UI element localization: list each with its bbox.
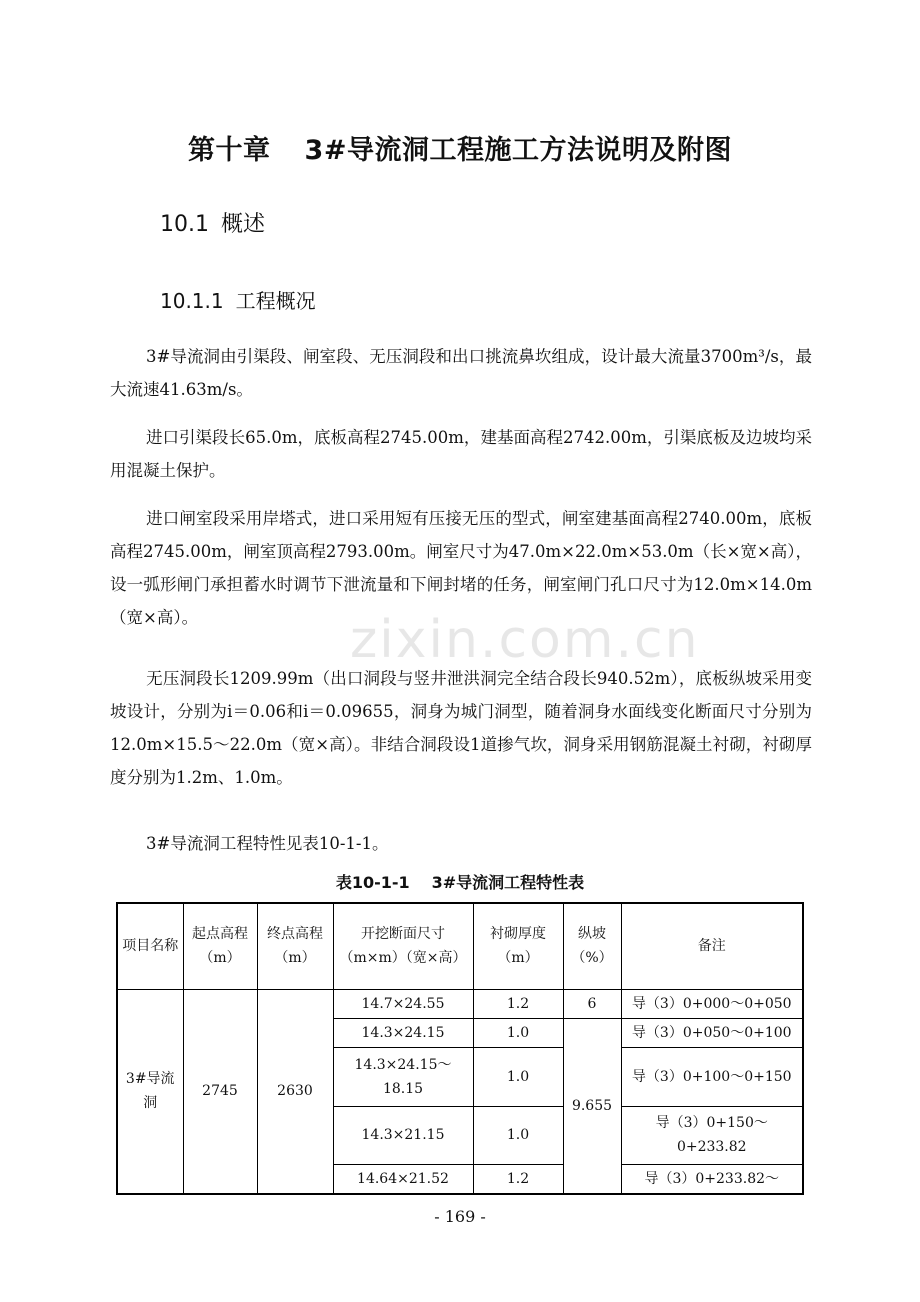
section-size-cell: 14.64×21.52 — [333, 1164, 473, 1194]
header-cell: 终点高程（m） — [257, 903, 333, 989]
note-cell: 导（3）0+150～0+233.82 — [621, 1106, 803, 1164]
note-cell: 导（3）0+000～0+050 — [621, 989, 803, 1018]
section-size-cell: 14.3×24.15 — [333, 1018, 473, 1047]
start-elevation-cell: 2745 — [183, 989, 257, 1194]
slope-cell: 9.655 — [563, 1018, 621, 1194]
end-elevation-cell: 2630 — [257, 989, 333, 1194]
table-title: 3#导流洞工程特性表 — [431, 873, 585, 892]
table-caption — [0, 870, 920, 893]
section-title: 工程概况 — [235, 289, 316, 313]
section-heading-10-1 — [160, 207, 265, 238]
page-number: - 169 - — [434, 1207, 486, 1226]
paragraph-free-flow-tunnel: 无压洞段长1209.99m（出口洞段与竖井泄洪洞完全结合段长940.52m），底板纵坡采用变坡设计，分别为i＝0.06和i＝0.09655，洞身为城门洞型，随着洞身水面线变化断面尺寸分别为12.0m×15.5～22.0m（宽×高）。非结合洞段设1道掺气坎，洞身采用钢筋混凝土衬砌，衬砌厚度分别为1.2m、1.0m。 — [110, 669, 812, 787]
lining-cell: 1.0 — [473, 1047, 563, 1106]
header-cell: 备注 — [621, 903, 803, 989]
table-row — [117, 989, 803, 1018]
note-cell: 导（3）0+233.82～ — [621, 1164, 803, 1194]
header-cell: 衬砌厚度（m） — [473, 903, 563, 989]
slope-cell: 6 — [563, 989, 621, 1018]
chapter-label: 第十章 — [188, 135, 271, 166]
section-number: 10.1.1 — [160, 289, 224, 313]
header-cell: 起点高程（m） — [183, 903, 257, 989]
lining-cell: 1.2 — [473, 1164, 563, 1194]
paragraph-intake-channel: 进口引渠段长65.0m，底板高程2745.00m，建基面高程2742.00m，引渠底板及边坡均采用混凝土保护。 — [110, 428, 812, 480]
section-title: 概述 — [220, 212, 265, 237]
chapter-title: 3#导流洞工程施工方法说明及附图 — [304, 135, 732, 166]
section-size-cell: 14.7×24.55 — [333, 989, 473, 1018]
chapter-heading — [0, 128, 920, 167]
header-cell: 开挖断面尺寸（m×m）（宽×高） — [333, 903, 473, 989]
paragraph-overview: 3#导流洞由引渠段、闸室段、无压洞段和出口挑流鼻坎组成，设计最大流量3700m³/s，最大流速41.63m/s。 — [110, 347, 812, 399]
header-cell: 项目名称 — [117, 903, 183, 989]
lining-cell: 1.0 — [473, 1018, 563, 1047]
header-cell: 纵坡（%） — [563, 903, 621, 989]
section-heading-10-1-1 — [160, 285, 316, 314]
lining-cell: 1.2 — [473, 989, 563, 1018]
item-name-cell: 3#导流洞 — [117, 989, 183, 1194]
paragraph-table-reference: 3#导流洞工程特性见表10-1-1。 — [146, 834, 389, 853]
note-cell: 导（3）0+100～0+150 — [621, 1047, 803, 1106]
section-size-cell: 14.3×21.15 — [333, 1106, 473, 1164]
note-cell: 导（3）0+050～0+100 — [621, 1018, 803, 1047]
table-header-row — [117, 903, 803, 989]
watermark: zixin.com.cn — [350, 610, 700, 670]
section-number: 10.1 — [160, 212, 209, 237]
paragraph-gate-chamber: 进口闸室段采用岸塔式，进口采用短有压接无压的型式，闸室建基面高程2740.00m，底板高程2745.00m，闸室顶高程2793.00m。闸室尺寸为47.0m×22.0m×53.0m（长×宽×高），设一弧形闸门承担蓄水时调节下泄流量和下闸封堵的任务，闸室闸门孔口尺寸为12.0m×14.0m（宽×高）。 — [110, 509, 812, 627]
section-size-cell: 14.3×24.15～18.15 — [333, 1047, 473, 1106]
characteristics-table — [116, 902, 804, 1195]
table-number: 表10-1-1 — [335, 873, 410, 892]
lining-cell: 1.0 — [473, 1106, 563, 1164]
